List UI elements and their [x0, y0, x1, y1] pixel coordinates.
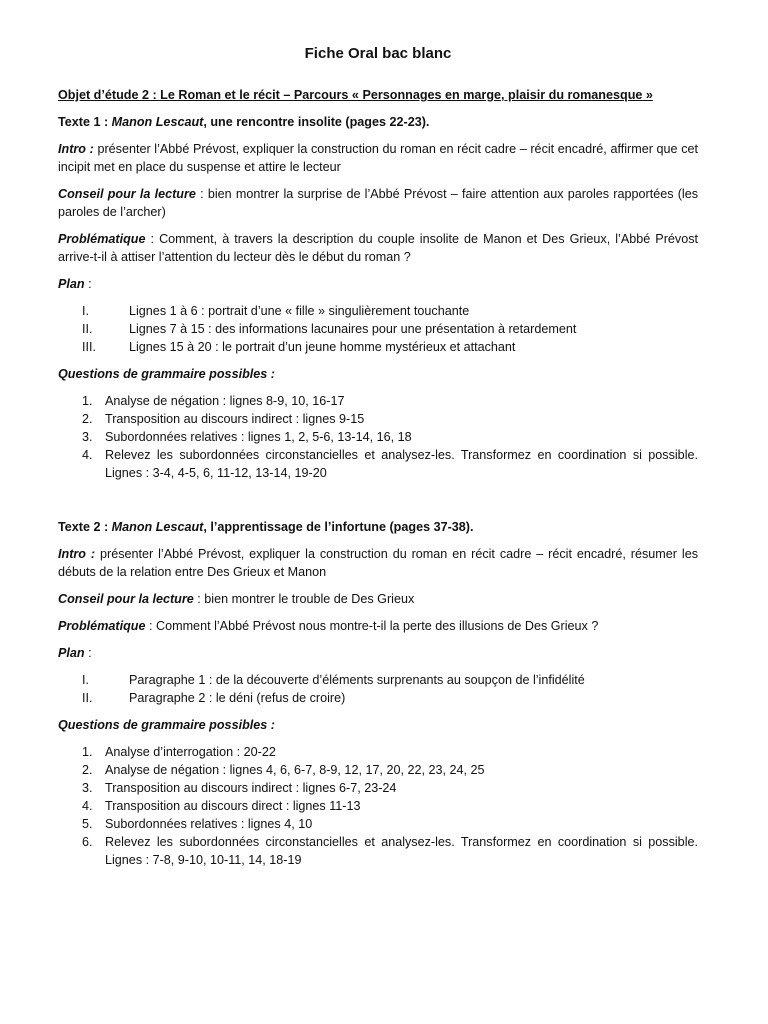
- list-item: [58, 743, 698, 761]
- list-item: [58, 338, 698, 356]
- list-number: I.: [82, 673, 89, 687]
- intro-label: Intro :: [58, 142, 94, 156]
- list-text: Relevez les subordonnées circonstancielles et analysez-les. Transformez en coordination si possible. Lignes : 7-8, 9-10, 10-11, 14, 18-19: [105, 835, 698, 867]
- list-text: Analyse d’interrogation : 20-22: [105, 745, 276, 759]
- plan-label: Plan: [58, 646, 85, 660]
- list-text: Subordonnées relatives : lignes 4, 10: [105, 817, 313, 831]
- plan-suffix: :: [84, 277, 92, 291]
- list-text: Analyse de négation : lignes 8-9, 10, 16-17: [105, 394, 345, 408]
- list-item: [58, 761, 698, 779]
- list-item: [58, 446, 698, 482]
- texte-2-plan-list: [58, 671, 698, 707]
- list-text: Transposition au discours indirect : lignes 9-15: [105, 412, 365, 426]
- list-text: Paragraphe 1 : de la découverte d’éléments surprenants au soupçon de l’infidélité: [129, 673, 585, 687]
- texte-2-grammar-heading: Questions de grammaire possibles :: [58, 718, 275, 732]
- list-number: I.: [82, 304, 89, 318]
- list-number: 4.: [82, 448, 93, 462]
- list-number: 3.: [82, 781, 93, 795]
- texte-2-conseil: [58, 590, 698, 608]
- texte-1-plan-heading: [58, 275, 698, 293]
- texte-1-grammar-list: [58, 392, 698, 482]
- intro-text: présenter l’Abbé Prévost, expliquer la construction du roman en récit cadre – récit encadré, affirmer que cet incipit met en place du suspense et attire le lecteur: [58, 142, 698, 174]
- list-item: [58, 779, 698, 797]
- list-number: 6.: [82, 835, 93, 849]
- conseil-text: : bien montrer le trouble de Des Grieux: [193, 592, 415, 606]
- list-text: Lignes 1 à 6 : portrait d’une « fille » singulièrement touchante: [129, 304, 470, 318]
- texte-1-title: [58, 113, 698, 131]
- list-number: II.: [82, 322, 93, 336]
- texte-2-prefix: Texte 2 :: [58, 520, 112, 534]
- conseil-label: Conseil pour la lecture: [58, 592, 194, 606]
- list-item: [58, 671, 698, 689]
- list-number: 4.: [82, 799, 93, 813]
- texte-2-problematique: [58, 617, 698, 635]
- list-number: 1.: [82, 394, 93, 408]
- texte-1-intro: [58, 140, 698, 176]
- list-text: Lignes 15 à 20 : le portrait d’un jeune homme mystérieux et attachant: [129, 340, 516, 354]
- texte-2-work: Manon Lescaut: [111, 520, 204, 534]
- list-text: Transposition au discours direct : lignes 11-13: [105, 799, 361, 813]
- texte-2-intro: [58, 545, 698, 581]
- intro-text: présenter l’Abbé Prévost, expliquer la construction du roman en récit cadre – récit encadré, résumer les débuts de la relation entre Des Grieux et Manon: [58, 547, 698, 579]
- texte-2-grammar-list: [58, 743, 698, 869]
- list-item: [58, 689, 698, 707]
- list-text: Transposition au discours indirect : lignes 6-7, 23-24: [105, 781, 397, 795]
- list-item: [58, 797, 698, 815]
- plan-label: Plan: [58, 277, 85, 291]
- texte-1-grammar-heading: Questions de grammaire possibles :: [58, 367, 275, 381]
- list-number: 5.: [82, 817, 93, 831]
- texte-2-section: [58, 518, 698, 869]
- texte-2-plan-heading: [58, 644, 698, 662]
- list-number: 3.: [82, 430, 93, 444]
- list-number: 1.: [82, 745, 93, 759]
- list-text: Lignes 7 à 15 : des informations lacunaires pour une présentation à retardement: [129, 322, 577, 336]
- texte-1-problematique: [58, 230, 698, 266]
- list-item: [58, 302, 698, 320]
- problematique-label: Problématique: [58, 619, 146, 633]
- list-item: [58, 410, 698, 428]
- list-item: [58, 320, 698, 338]
- texte-1-plan-list: [58, 302, 698, 356]
- list-item: [58, 428, 698, 446]
- list-item: [58, 392, 698, 410]
- list-item: [58, 815, 698, 833]
- list-number: III.: [82, 340, 96, 354]
- texte-1-conseil: [58, 185, 698, 221]
- texte-1-section: [58, 113, 698, 482]
- list-number: 2.: [82, 763, 93, 777]
- section-spacer: [58, 491, 698, 518]
- list-number: 2.: [82, 412, 93, 426]
- texte-2-title: [58, 518, 698, 536]
- list-number: II.: [82, 691, 93, 705]
- problematique-text: : Comment, à travers la description du couple insolite de Manon et Des Grieux, l’Abbé Prévost arrive-t-il à attiser l’attention du lecteur dès le début du roman ?: [58, 232, 698, 264]
- document-title: Fiche Oral bac blanc: [304, 45, 452, 62]
- objet-etude: Objet d’étude 2 : Le Roman et le récit – Parcours « Personnages en marge, plaisir du romanesque »: [58, 88, 653, 102]
- problematique-label: Problématique: [58, 232, 146, 246]
- texte-1-title-rest: , une rencontre insolite (pages 22-23).: [203, 115, 430, 129]
- list-text: Subordonnées relatives : lignes 1, 2, 5-6, 13-14, 16, 18: [105, 430, 412, 444]
- texte-1-work: Manon Lescaut: [111, 115, 204, 129]
- list-item: [58, 833, 698, 869]
- texte-1-prefix: Texte 1 :: [58, 115, 112, 129]
- intro-label: Intro :: [58, 547, 96, 561]
- list-text: Paragraphe 2 : le déni (refus de croire): [129, 691, 346, 705]
- texte-2-title-rest: , l’apprentissage de l’infortune (pages 37-38).: [203, 520, 474, 534]
- list-text: Relevez les subordonnées circonstancielles et analysez-les. Transformez en coordination si possible. Lignes : 3-4, 4-5, 6, 11-12, 13-14, 19-20: [105, 448, 698, 480]
- conseil-text: : bien montrer la surprise de l’Abbé Prévost – faire attention aux paroles rapportées (les paroles de l’archer): [58, 187, 698, 219]
- problematique-text: : Comment l’Abbé Prévost nous montre-t-il la perte des illusions de Des Grieux ?: [145, 619, 599, 633]
- plan-suffix: :: [84, 646, 92, 660]
- conseil-label: Conseil pour la lecture: [58, 187, 196, 201]
- list-text: Analyse de négation : lignes 4, 6, 6-7, 8-9, 12, 17, 20, 22, 23, 24, 25: [105, 763, 485, 777]
